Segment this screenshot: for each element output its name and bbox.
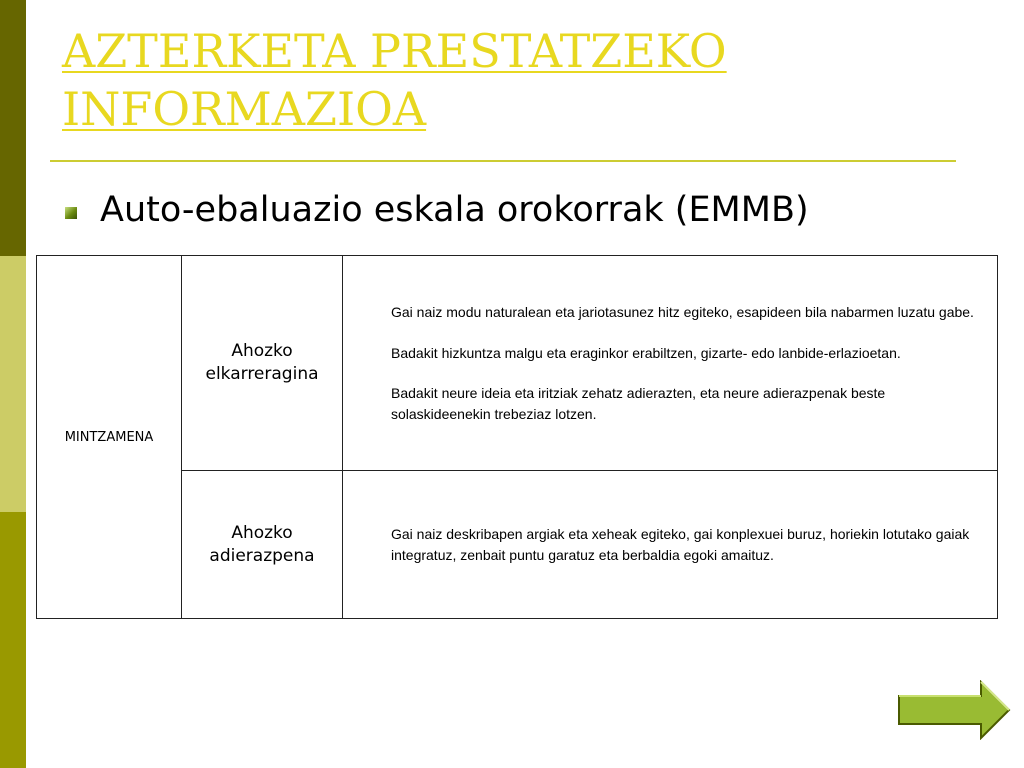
subskill-line2: elkarreragina	[205, 364, 319, 384]
slide-title-line1: AZTERKETA PRESTATZEKO	[62, 24, 727, 78]
descriptor-cell	[343, 256, 998, 471]
descriptor-text: Badakit neure ideia eta iritziak zehatz adierazten, eta neure adierazpenak beste solaskideenekin trebeziaz lotzen.	[391, 385, 886, 422]
subskill-line1: Ahozko	[231, 341, 293, 361]
table-row	[37, 471, 998, 619]
descriptor-text: Badakit hizkuntza malgu eta eraginkor erabiltzen, gizarte- edo lanbide-erlazioetan.	[391, 344, 901, 361]
slide-title	[62, 22, 962, 138]
descriptor-text: Gai naiz deskribapen argiak eta xeheak egiteko, gai konplexuei buruz, horiekin lotutako gaiak integratuz, zenbait puntu garatuz eta berbaldia egoki amaituz.	[391, 526, 970, 563]
title-divider	[50, 160, 956, 162]
square-bullet-icon	[65, 207, 77, 219]
subskill-cell	[182, 471, 343, 619]
subskill-line2: adierazpena	[209, 545, 315, 566]
self-assessment-table	[36, 255, 998, 619]
bullet-text: Auto-ebaluazio eskala orokorrak (EMMB)	[100, 190, 809, 230]
next-slide-button[interactable]	[897, 680, 1011, 740]
skill-cell: MINTZAMENA	[37, 256, 182, 619]
left-stripe-bottom	[0, 512, 26, 768]
descriptor-cell	[343, 471, 998, 619]
descriptor-text: Gai naiz modu naturalean eta jariotasunez hitz egiteko, esapideen bila nabarmen luzatu gabe.	[391, 304, 974, 320]
left-stripe-top	[0, 0, 26, 256]
arrow-right-icon	[897, 680, 1011, 740]
subskill-cell	[182, 256, 343, 471]
slide-title-line2: INFORMAZIOA	[62, 82, 427, 136]
left-stripe-middle	[0, 256, 26, 512]
subskill-line1: Ahozko	[231, 522, 293, 543]
table-row	[37, 256, 998, 471]
